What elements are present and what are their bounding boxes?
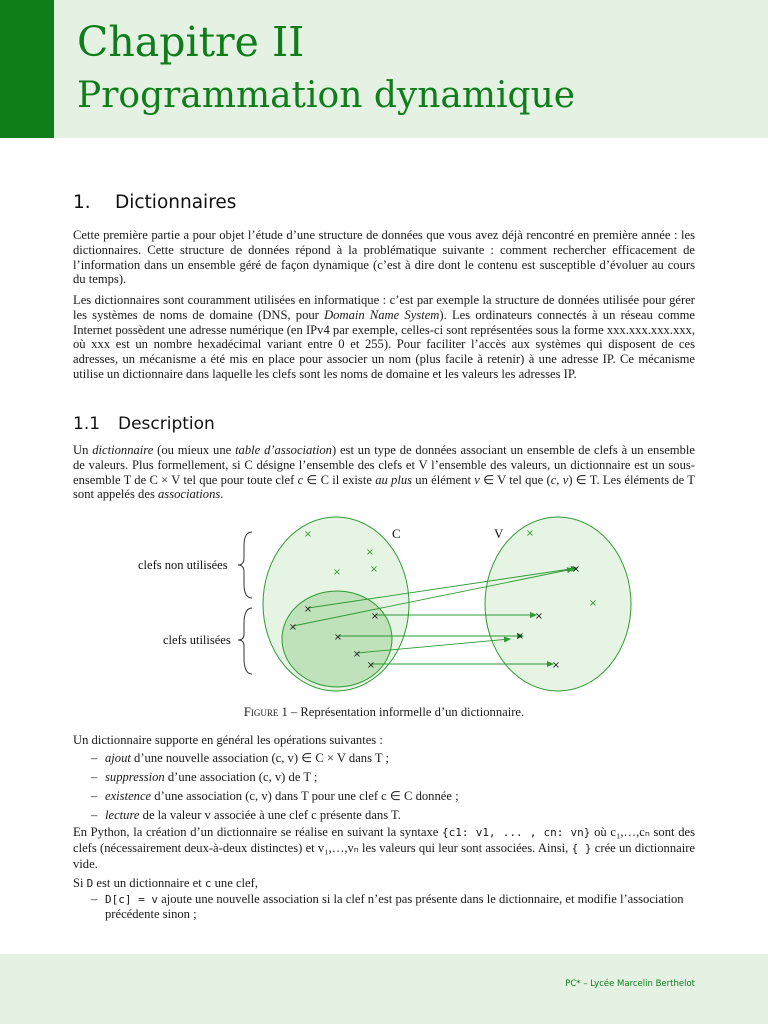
text-italic: Domain Name System (324, 307, 440, 322)
paragraph-definition (73, 443, 695, 502)
chapter-number: Chapitre II (77, 18, 305, 66)
section-number: 1.1 (73, 414, 101, 434)
text-run: Si (73, 876, 87, 890)
brace-used-label: clefs utilisées (163, 633, 231, 647)
key-marker: × (332, 567, 342, 578)
sid-list (91, 892, 695, 922)
op-text: d’une association (c, v) de T ; (164, 770, 318, 784)
list-item (91, 892, 695, 922)
code-c: c (204, 877, 212, 890)
dictionary-diagram (130, 512, 650, 697)
code-empty-dict: { } (571, 841, 592, 855)
value-marker: × (571, 564, 581, 575)
set-v-label: V (494, 526, 504, 541)
value-marker: × (551, 660, 561, 671)
code-assign: D[c] = v (105, 893, 158, 906)
value-marker: × (515, 631, 525, 642)
footer-text: PC* – Lycée Marcelin Berthelot (565, 979, 695, 989)
figure-caption (0, 705, 768, 720)
section-title: Description (118, 414, 215, 434)
brace-unused-icon (238, 532, 252, 598)
brace-unused-label: clefs non utilisées (138, 558, 228, 572)
value-marker: × (534, 611, 544, 622)
text-run: ). Les ordinateurs connectés à un réseau comme Internet possèdent une adresse numérique (en IPv4 par exemple, celles-ci sont représentées sous la forme xxx.xxx.xxx.xxx, où xxx est un nombre hexadécimal variant entre 0 et 255). Pour faciliter l’accès aux systèmes qui disposent de ces adresses, un mécanisme a été mis en place pour associer un nom (plus facile à retenir) à une adresse IP. Ce mécanisme utilise un dictionnaire dans laquelle les clefs sont les noms de domaine et les valeurs les adresses IP. (73, 307, 696, 381)
key-marker: × (352, 649, 362, 660)
text-italic: c (297, 472, 304, 487)
op-name: suppression (105, 770, 165, 784)
op-name: ajout (105, 751, 131, 765)
text-run: En Python, la création d’un dictionnaire se réalise en suivant la syntaxe (73, 825, 443, 839)
op-name: lecture (105, 808, 140, 822)
list-item (91, 768, 695, 787)
text-run: ∈ C il existe (303, 472, 376, 487)
text-run: est un dictionnaire et (93, 876, 205, 890)
key-marker: × (303, 529, 313, 540)
text-italic: associations (158, 487, 221, 502)
code-syntax: {c1: v1, ... , cn: vn} (442, 826, 591, 839)
key-marker: × (333, 632, 343, 643)
key-marker: × (370, 611, 380, 622)
op-text: d’une nouvelle association (c, v) ∈ C × V dans T ; (130, 751, 390, 765)
key-marker: × (365, 547, 375, 558)
key-marker: × (288, 622, 298, 633)
text-italic: au plus (375, 472, 413, 487)
text-run: une clef, (211, 876, 258, 890)
text-italic: table d’association (235, 443, 332, 457)
op-text: de la valeur v associée à une clef c présente dans T. (139, 808, 401, 822)
paragraph-dns (73, 293, 695, 382)
list-item (91, 787, 695, 806)
paragraph-python (73, 825, 695, 871)
text-run: Les dictionnaires sont couramment utilisées en informatique : c’est par exemple la structure de données utilisée pour gérer les systèmes de noms de domaine (DNS, pour (73, 293, 695, 322)
text-run: (ou mieux une (153, 443, 236, 457)
text-run: ) ∈ T. Les éléments de T sont appelés des (73, 472, 695, 502)
code-d: D (86, 877, 94, 890)
key-marker: × (369, 564, 379, 575)
section-heading-1-1 (73, 414, 215, 434)
key-marker: × (366, 660, 376, 671)
header-accent-bar (0, 0, 54, 138)
paragraph-sid (73, 876, 695, 892)
value-marker: × (588, 598, 598, 609)
list-item (91, 749, 695, 768)
set-c-label: C (392, 526, 401, 541)
list-item (91, 806, 695, 825)
chapter-title: Programmation dynamique (77, 75, 576, 116)
text-run: . (220, 487, 224, 502)
text-run: ) est un type de données associant un ensemble de clefs à un ensemble de valeurs. Plus formellement, si C désigne l’ensemble des clefs et V l’ensemble des valeurs, un dictionnaire est un sous-ensemble T de C × V tel que pour toute clef (73, 443, 695, 487)
section-heading-1 (73, 192, 236, 213)
footer-band (0, 954, 768, 1024)
caption-label: Figure 1 (243, 705, 288, 719)
dictionary-figure (130, 512, 650, 697)
text-run: crée un dictionnaire vide. (73, 840, 695, 871)
op-name: existence (105, 789, 152, 803)
text-run: Un (73, 443, 93, 457)
text-italic: dictionnaire (92, 443, 154, 457)
text-run: ajoute une nouvelle association si la clef n’est pas présente dans le dictionnaire, et modifie l’association précédente sinon ; (105, 892, 684, 921)
caption-text: – Représentation informelle d’un dictionnaire. (287, 705, 525, 719)
op-text: d’une association (c, v) dans T pour une clef c ∈ C donnée ; (151, 789, 459, 803)
section-title: Dictionnaires (115, 192, 237, 213)
text-run: ∈ V tel que ( (479, 472, 551, 487)
operations-list (91, 749, 695, 825)
section-number: 1. (73, 192, 91, 213)
text-italic: v (474, 472, 480, 487)
brace-used-icon (238, 608, 252, 674)
paragraph-ops-intro: Un dictionnaire supporte en général les opérations suivantes : (73, 733, 383, 747)
text-run: un élément (412, 472, 475, 487)
text-run: où c₁,…,cₙ sont des clefs (nécessairement deux-à-deux distinctes) et v₁,…,vₙ les valeurs qui leur sont associées. Ainsi, (73, 825, 695, 855)
text-italic: c, v (550, 472, 569, 487)
paragraph-intro: Cette première partie a pour objet l’étude d’une structure de données que vous avez déjà rencontré en première année : les dictionnaires. Cette structure de données répond à la problématique suivante : comment rechercher efficacement de l’information dans un ensemble géré de façon dynamique (c’est à dire dont le contenu est susceptible d’évoluer au cours du temps). (73, 228, 695, 287)
key-marker: × (303, 604, 313, 615)
value-marker: × (525, 528, 535, 539)
